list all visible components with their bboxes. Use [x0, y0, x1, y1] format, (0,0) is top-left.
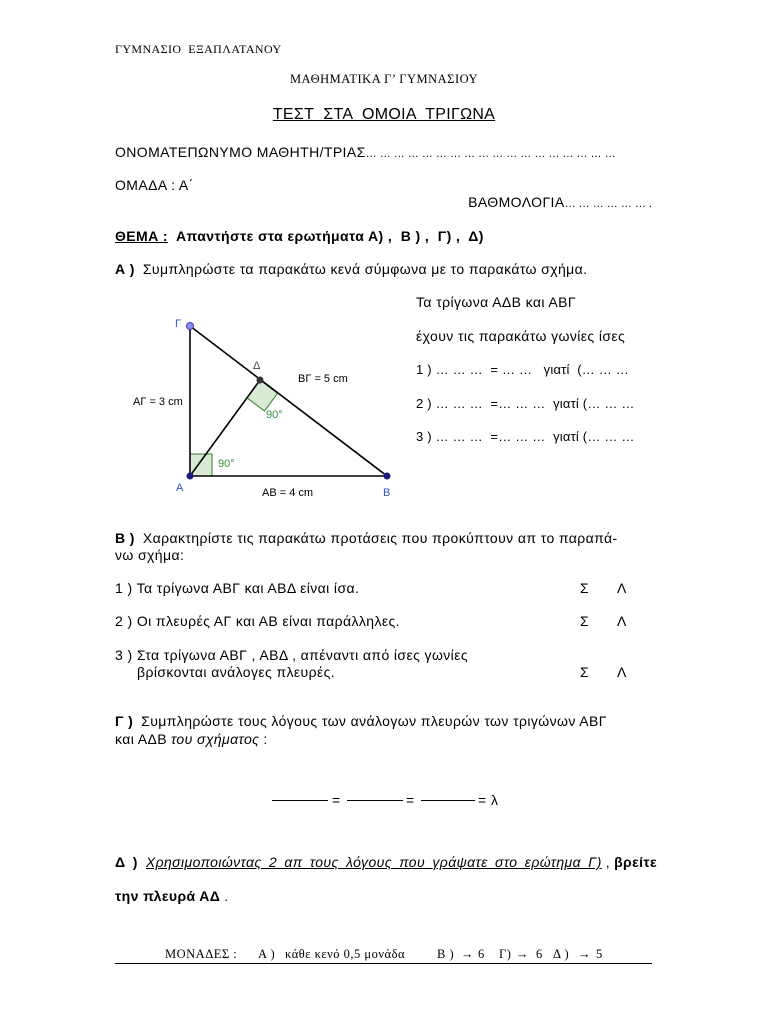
- student-name-label: ΟΝΟΜΑΤΕΠΩΝΥΜΟ ΜΑΘΗΤΗ/ΤΡΙΑΣ: [115, 144, 366, 160]
- ratio-equals-1: =: [332, 792, 341, 808]
- vertex-label-b: Β: [383, 487, 391, 499]
- part-c-line: [115, 713, 607, 729]
- point-b: [384, 473, 391, 480]
- points-value-c: 6: [536, 947, 543, 961]
- part-a-answer-2: 2 ) … … … =… … … γιατί (… … …: [416, 396, 635, 411]
- ratio-equals-3: =: [478, 792, 487, 808]
- part-a-line: [115, 261, 587, 277]
- point-g: [187, 323, 194, 330]
- part-a-marker: Α ): [115, 261, 135, 277]
- true-option-1: Σ: [580, 580, 590, 596]
- ratio-lambda: λ: [491, 792, 499, 808]
- part-b-line: [115, 530, 618, 546]
- part-c-line-2: [115, 731, 268, 747]
- point-a: [187, 473, 194, 480]
- part-c-instruction: Συμπληρώστε τους λόγους των ανάλογων πλευρών των τριγώνων ΑΒΓ: [141, 713, 607, 729]
- grade-line: [468, 194, 652, 212]
- angle-label-a: 90°: [218, 458, 235, 470]
- points-value-a: κάθε κενό 0,5 μονάδα: [285, 947, 406, 961]
- point-d: [257, 377, 264, 384]
- theme-line: [115, 228, 484, 244]
- grade-label: ΒΑΘΜΟΛΟΓΙΑ: [468, 194, 565, 210]
- statement-2: 2 ) Οι πλευρές ΑΓ και ΑΒ είναι παράλληλες.: [115, 613, 400, 629]
- student-name-blank: … … … … … … … … … … … … … … … … … …: [365, 148, 616, 160]
- grade-blank: … … … … … … .: [564, 198, 652, 210]
- part-d-action: βρείτε: [614, 854, 658, 870]
- test-title: ΤΕΣΤ ΣΤΑ ΟΜΟΙΑ ΤΡΙΓΩΝΑ: [272, 106, 496, 123]
- points-part-c: Γ): [499, 947, 512, 961]
- vertex-label-a: Α: [176, 482, 184, 494]
- part-a-intro-2: έχουν τις παρακάτω γωνίες ίσες: [416, 328, 626, 344]
- theme-text: Απαντήστε στα ερωτήματα Α) , Β ) , Γ) , Δ): [175, 228, 484, 244]
- part-d-end: .: [224, 888, 229, 904]
- points-part-d: Δ ): [553, 947, 570, 961]
- ratio-fraction-bar-2: [347, 800, 403, 801]
- side-label-ag: ΑΓ = 3 cm: [133, 396, 183, 408]
- part-a-intro: Τα τρίγωνα ΑΔΒ και ΑΒΓ: [416, 294, 576, 310]
- part-d-line: [115, 854, 657, 870]
- false-option-1: Λ: [617, 580, 627, 596]
- part-b-instruction: Χαρακτηρίστε τις παρακάτω προτάσεις που προκύπτουν απ το παραπά-: [142, 530, 618, 546]
- side-label-bg: ΒΓ = 5 cm: [298, 373, 348, 385]
- points-value-d: 5: [596, 947, 603, 961]
- part-c-marker: Γ ): [115, 713, 134, 729]
- angle-label-d: 90°: [266, 409, 283, 421]
- school-name: ΓΥΜΝΑΣΙΟ ΕΞΑΠΛΑΤΑΝΟΥ: [115, 42, 282, 56]
- ratio-fraction-bar-3: [421, 800, 475, 801]
- part-b-marker: Β ): [115, 530, 135, 546]
- triangle-figure: [120, 305, 410, 505]
- group-label: ΟΜΑΔΑ : Α΄: [115, 177, 194, 193]
- ratio-fraction-bar-1: [272, 800, 328, 801]
- statement-3-continuation: βρίσκονται ανάλογες πλευρές.: [137, 664, 336, 680]
- bottom-divider: [115, 963, 652, 964]
- part-c-instruction-italic: του σχήματος: [170, 731, 260, 747]
- theme-label: ΘΕΜΑ :: [115, 228, 168, 244]
- statement-1: 1 ) Τα τρίγωνα ΑΒΓ και ΑΒΔ είναι ίσα.: [115, 580, 360, 596]
- side-label-ab: ΑΒ = 4 cm: [262, 487, 314, 499]
- triangle-sides: [190, 326, 387, 476]
- subject-heading: ΜΑΘΗΜΑΤΙΚΑ Γ’ ΓΥΜΝΑΣΙΟΥ: [289, 72, 479, 86]
- right-angle-square-d: [247, 380, 278, 411]
- part-a-answer-1: 1 ) … … … = … … γιατί (… … …: [416, 362, 629, 377]
- true-option-2: Σ: [580, 613, 590, 629]
- part-d-marker: Δ ): [115, 854, 138, 870]
- part-b-instruction-2: νω σχήμα:: [115, 547, 185, 563]
- right-angle-mark-d: [247, 380, 278, 411]
- part-d-separator: ,: [605, 854, 611, 870]
- arrow-right-icon: →: [461, 947, 474, 961]
- arrow-right-icon: →: [516, 947, 529, 961]
- vertex-label-g: Γ: [175, 318, 182, 330]
- part-d-instruction: Χρησιμοποιώντας 2 απ τους λόγους που γράψατε στο ερώτημα Γ): [145, 854, 602, 870]
- statement-3: 3 ) Στα τρίγωνα ΑΒΓ , ΑΒΔ , απέναντι από ίσες γωνίες: [115, 647, 468, 663]
- part-a-instruction: Συμπληρώστε τα παρακάτω κενά σύμφωνα με το παρακάτω σχήμα.: [142, 261, 588, 277]
- false-option-2: Λ: [617, 613, 627, 629]
- true-option-3: Σ: [580, 664, 590, 680]
- arrow-right-icon: →: [578, 947, 591, 961]
- ratio-equals-2: =: [406, 792, 415, 808]
- vertex-label-d: Δ: [253, 360, 261, 372]
- part-c-instruction-end: :: [263, 731, 268, 747]
- points-value-b: 6: [478, 947, 485, 961]
- points-part-a: Α ): [258, 947, 276, 961]
- side-bg: [190, 326, 387, 476]
- false-option-3: Λ: [617, 664, 627, 680]
- part-d-action-2: την πλευρά ΑΔ: [115, 888, 221, 904]
- part-d-line-2: [115, 888, 229, 904]
- points-part-b: Β ): [437, 947, 455, 961]
- part-a-answer-3: 3 ) … … … =… … … γιατί (… … …: [416, 429, 635, 444]
- part-c-instruction-2: και ΑΔΒ: [115, 731, 167, 747]
- student-name-line: [115, 144, 616, 162]
- points-label: ΜΟΝΑΔΕΣ :: [165, 947, 238, 961]
